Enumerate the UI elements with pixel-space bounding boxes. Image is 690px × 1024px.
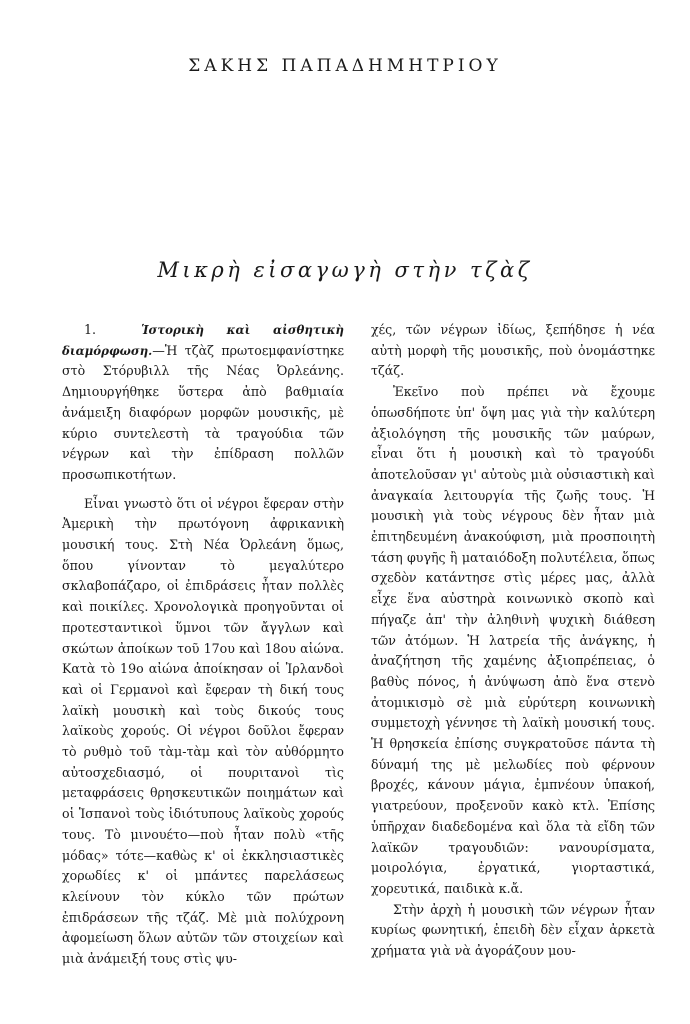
- paragraph-4: Στὴν ἀρχὴ ἡ μουσικὴ τῶν νέγρων ἦταν κυρίως φωνητική, ἐπειδὴ δὲν εἶχαν ἀρκετὰ χρήματα γιὰ νὰ ἀγοράζουν μου-: [371, 901, 655, 959]
- section-1-paragraph: [62, 320, 344, 486]
- paragraph-2: Εἶναι γνωστὸ ὅτι οἱ νέγροι ἔφεραν στὴν Ἀμερικὴ τὴν πρωτόγονη ἀφρικανικὴ μουσική τους. Στὴ Νέα Ὀρλεάνη ὅμως, ὅπου γίνονταν τὸ μεγαλύτερο σκλαβοπάζαρο, οἱ ἐπιδράσεις ἦταν πολλὲς καὶ ποικίλες. Χρονολογικὰ προηγοῦνται οἱ προτεσταντικοὶ ὕμνοι τῶν ἄγγλων καὶ σκώτων ἀποίκων τοῦ 17ου καὶ 18ου αἰώνα. Κατὰ τὸ 19ο αἰώνα ἀποίκησαν οἱ Ἰρλανδοὶ καὶ οἱ Γερμανοὶ καὶ ἔφεραν τὴ δική τους λαϊκὴ μουσικὴ καὶ τοὺς δικούς τους λαϊκοὺς χορούς. Οἱ νέγροι δοῦλοι ἔφεραν τὸ ρυθμὸ τοῦ τὰμ-τὰμ καὶ τὸν αὐθόρμητο αὐτοσχεδιασμό, οἱ πουριτανοὶ τὶς μεταφράσεις θρησκευτικῶν ποιημάτων καὶ οἱ Ἱσπανοὶ τοὺς ἰδιότυπους λαϊκοὺς χορούς τους. Τὸ μινουέτο—ποὺ ἦταν πολὺ «τῆς μόδας» τότε—καθὼς κ' οἱ ἐκκλησιαστικὲς χορωδίες κ' οἱ μπάντες παρελάσεως κλείνουν τὸν κύκλο τῶν πρώτων ἐπιδράσεων τῆς τζάζ. Μὲ μιὰ πολύχρονη ἀφομείωση ὅλων αὐτῶν τῶν στοιχείων καὶ μιὰ ἀνάμειξή τους στὶς ψυ-: [62, 495, 344, 967]
- paragraph-continuation: χές, τῶν νέγρων ἰδίως, ξεπήδησε ἡ νέα αὐτὴ μορφὴ τῆς μουσικῆς, ποὺ ὀνομάστηκε τζάζ.: [371, 322, 655, 379]
- paragraph-1-body: —Ἡ τζὰζ πρωτοεμφανίστηκε στὸ Στόρυβιλλ τῆς Νέας Ὀρλεάνης. Δημιουργήθηκε ὕστερα ἀπὸ βαθμιαία ἀνάμειξη διαφόρων μορφῶν μουσικῆς, μὲ κύριο συντελεστὴ τὰ τραγούδια τῶν νέγρων καὶ τὴν ἐπίδραση πολλῶν προσωπικοτήτων.: [62, 342, 344, 482]
- section-number: 1.: [84, 322, 97, 337]
- right-column: [371, 320, 655, 962]
- section-heading: Ἱστορικὴ καὶ αἰσθητικὴ διαμόρφωση.: [62, 323, 344, 358]
- left-column: [62, 320, 344, 970]
- author-name: ΣΑΚΗΣ ΠΑΠΑΔΗΜΗΤΡΙΟΥ: [188, 56, 502, 76]
- chapter-title: Μικρὴ εἰσαγωγὴ στὴν τζὰζ: [157, 258, 533, 282]
- paragraph-3: Ἐκεῖνο ποὺ πρέπει νὰ ἔχουμε ὁπωσδήποτε ὑπ' ὄψη μας γιὰ τὴν καλύτερη ἀξιολόγηση τῆς μουσικῆς τῶν μαύρων, εἶναι ὅτι ἡ μουσικὴ καὶ τὸ τραγούδι ἀποτελοῦσαν γι' αὐτοὺς μιὰ οὐσιαστικὴ καὶ ἀναγκαία λειτουργία τῆς ζωῆς τους. Ἡ μουσικὴ γιὰ τοὺς νέγρους δὲν ἦταν μιὰ ἐπιτηδευμένη ἀνακούφιση, μιὰ προσποιητὴ τάση φυγῆς ἢ ματαιόδοξη πολυτέλεια, ὅπως σχεδὸν κατάντησε στὶς μέρες μας, ἀλλὰ εἶχε ἕνα αὐστηρὰ κοινωνικὸ σκοπὸ καὶ πήγαζε ἀπ' τὴν ἀληθινὴ ψυχικὴ διάθεση τῶν ἀτόμων. Ἡ λατρεία τῆς ἀνάγκης, ἡ ἀναζήτηση τῆς χαμένης ἀξιοπρέπειας, ὁ βαθὺς πόνος, ἡ ἀνύψωση ἀπὸ ἕνα στενὸ ἀτομικισμὸ σὲ μιὰ εὐρύτερη κοινωνικὴ συμμετοχὴ γέννησε τὴ λαϊκὴ μουσική τους. Ἡ θρησκεία ἐπίσης συγκρατοῦσε πάντα τὴ δύναμή της μὲ μελωδίες ποὺ φέρνουν βροχές, κάνουν μάγια, ἐμπνέουν ὑπακοή, γιατρεύουν, προξενοῦν κακὸ κτλ. Ἐπίσης ὑπῆρχαν διαδεδομένα καὶ ὅλα τὰ εἴδη τῶν λαϊκῶν τραγουδιῶν: νανουρίσματα, μοιρολόγια, ἐργατικά, γιορταστικά, χορευτικά, παιδικὰ κ.ἄ.: [371, 384, 655, 896]
